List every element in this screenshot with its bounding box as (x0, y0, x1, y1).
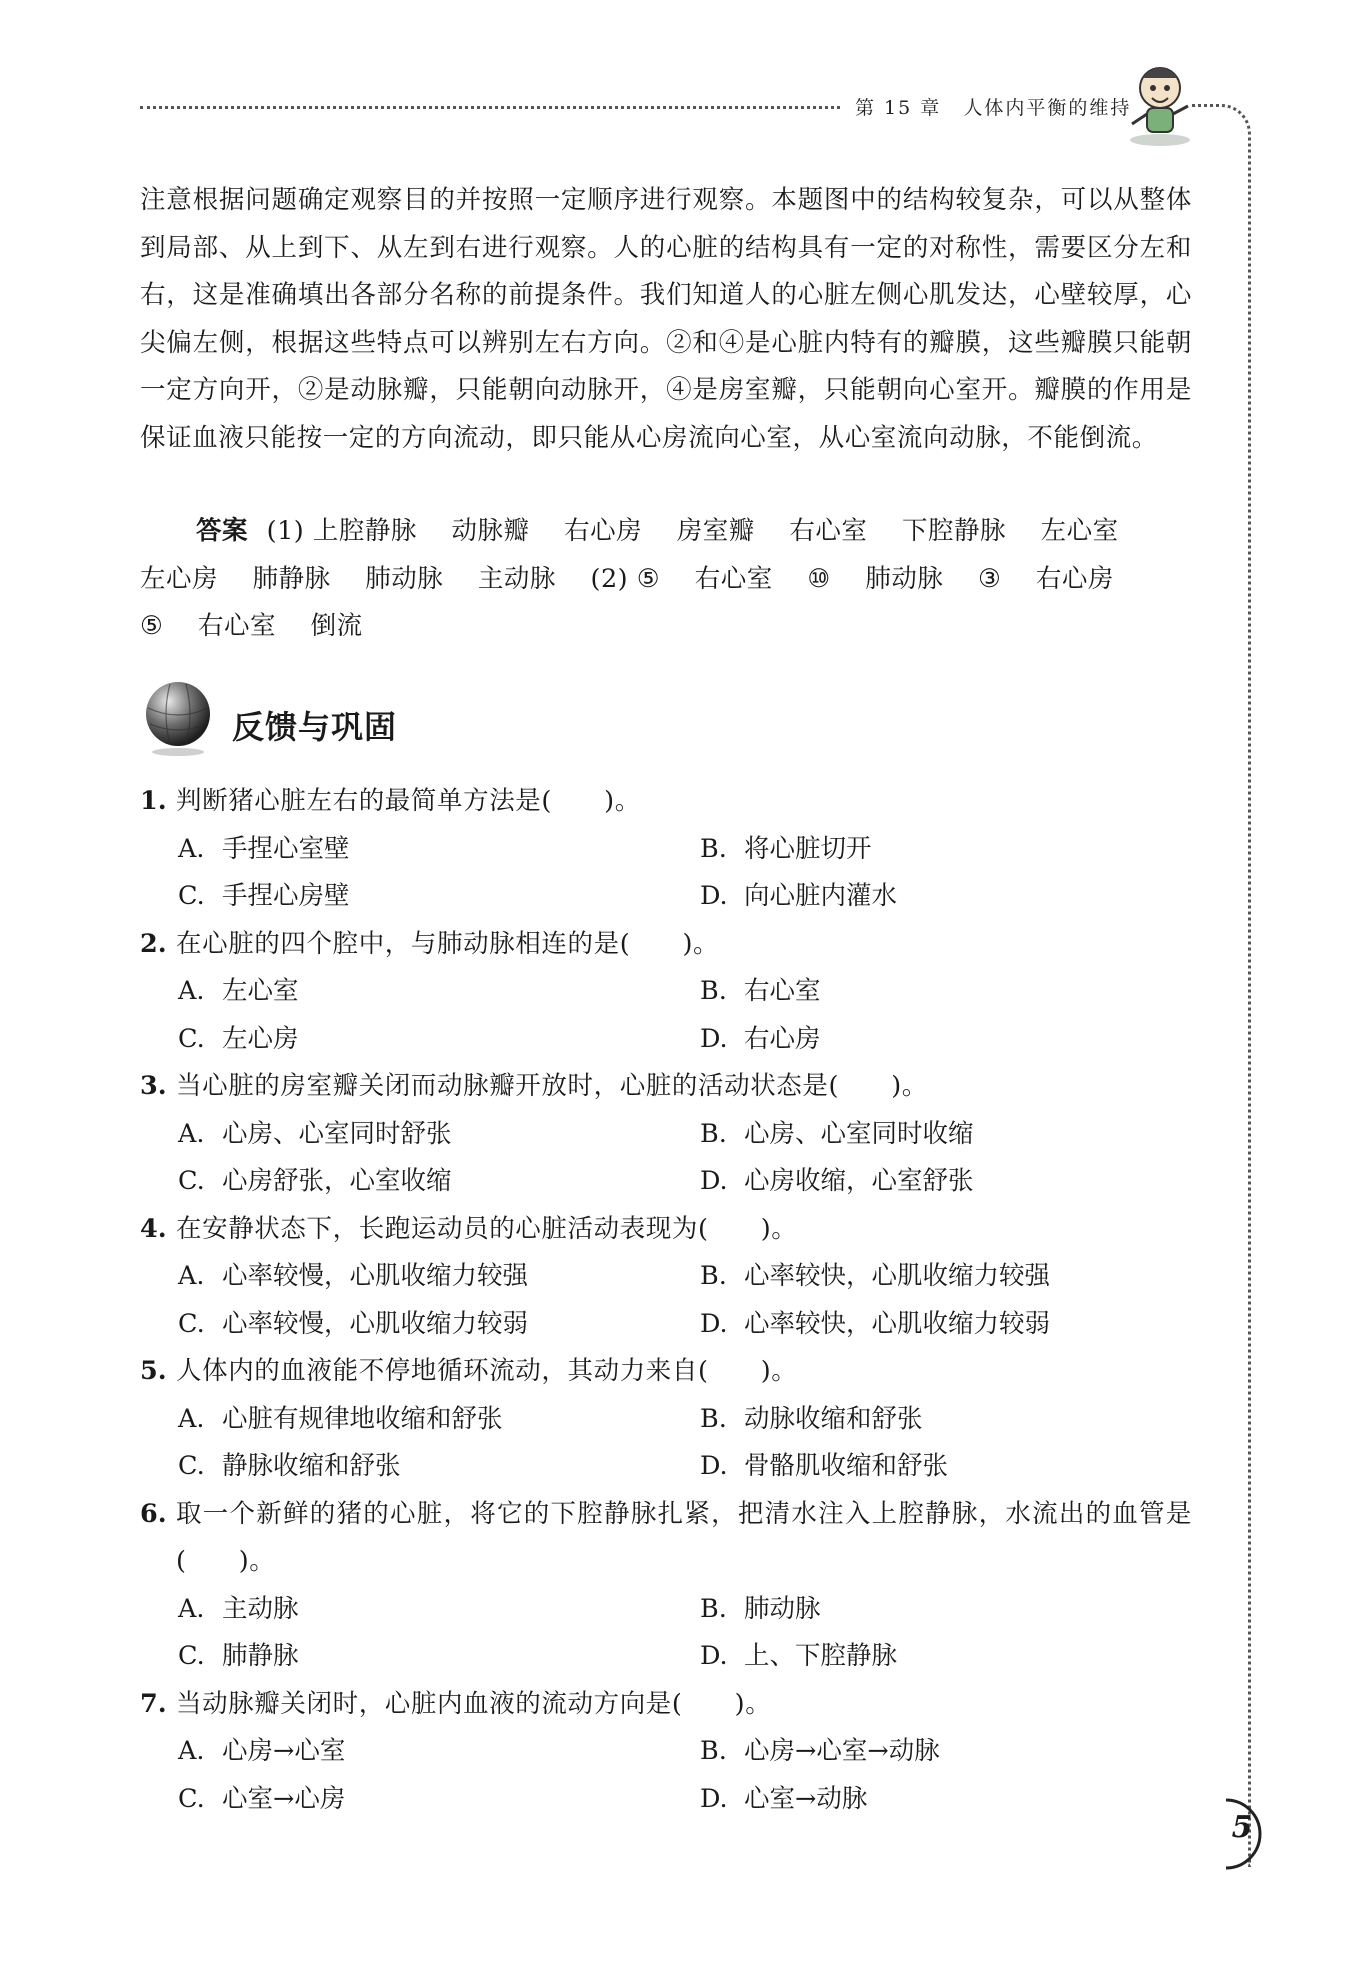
question-number: 7. (140, 1688, 167, 1719)
option-c: C. 手捏心房壁 (178, 881, 350, 911)
option-c: C. 心率较慢，心肌收缩力较弱 (178, 1308, 529, 1339)
option-d: D. 心率较快，心肌收缩力较弱 (700, 1308, 1051, 1339)
option-b: B. 右心室 (700, 976, 821, 1006)
question-number: 6. (140, 1498, 167, 1529)
answer-item: (1) 上腔静脉 (266, 516, 417, 546)
answer-item: 主动脉 (477, 563, 556, 594)
option-b: B. 心房→心室→动脉 (700, 1736, 940, 1766)
option-d: D. 上、下腔静脉 (700, 1641, 898, 1671)
option-a: A. 左心室 (178, 976, 299, 1006)
answer-item: 右心室 (789, 516, 868, 546)
option-b: B. 心房、心室同时收缩 (700, 1118, 974, 1149)
question-number: 1. (140, 786, 167, 816)
answer-item: 动脉瓣 (451, 516, 530, 546)
chapter-number: 第 15 章 (855, 97, 942, 119)
question-stem: 当心脏的房室瓣关闭而动脉瓣开放时，心脏的活动状态是( )。 (176, 1071, 928, 1101)
option-b: B. 将心脏切开 (700, 833, 872, 864)
question-item (140, 1348, 1192, 1491)
question-number: 2. (140, 928, 167, 959)
answer-item: 倒流 (310, 611, 363, 641)
option-c: C. 静脉收缩和舒张 (178, 1451, 401, 1481)
answer-item: 肺动脉 (365, 563, 444, 594)
question-number: 4. (140, 1213, 167, 1244)
answer-item: 右心房 (564, 516, 643, 546)
running-header (855, 93, 1145, 120)
answer-item: 肺动脉 (865, 563, 944, 594)
option-d: D. 心室→动脉 (700, 1783, 868, 1814)
page-number: 5 (1231, 1810, 1253, 1845)
question-item (140, 1063, 1192, 1206)
answer-item: 肺静脉 (252, 563, 331, 594)
answer-item: 右心房 (1035, 563, 1114, 594)
explanation-paragraph: 注意根据问题确定观察目的并按照一定顺序进行观察。本题图中的结构较复杂，可以从整体到局部、从上到下、从左到右进行观察。人的心脏的结构具有一定的对称性，需要区分左和右，这是准确填出各部分名称的前提条件。我们知道人的心脏左侧心肌发达，心壁较厚，心尖偏左侧，根据这些特点可以辨别左右方向。②和④是心脏内特有的瓣膜，这些瓣膜只能朝一定方向开，②是动脉瓣，只能朝向动脉开，④是房室瓣，只能朝向心室开。瓣膜的作用是保证血液只能按一定的方向流动，即只能从心房流向心室，从心室流向动脉，不能倒流。 (140, 185, 1192, 453)
question-item (140, 1206, 1192, 1349)
answer-item: ③ (977, 563, 1002, 594)
answer-item: 右心室 (197, 611, 276, 641)
answer-item: 左心室 (1040, 516, 1119, 546)
option-c: C. 左心房 (178, 1023, 299, 1054)
option-a: A. 主动脉 (178, 1593, 299, 1624)
answer-item: 左心房 (140, 563, 219, 594)
option-b: B. 肺动脉 (700, 1593, 821, 1624)
question-stem: 在安静状态下，长跑运动员的心脏活动表现为( )。 (176, 1213, 798, 1244)
option-b: B. 动脉收缩和舒张 (700, 1403, 923, 1434)
option-d: D. 右心房 (700, 1023, 821, 1054)
option-a: A. 心率较慢，心肌收缩力较强 (178, 1261, 529, 1291)
option-c: C. 心房舒张，心室收缩 (178, 1166, 452, 1196)
answer-item: ⑩ (807, 563, 831, 594)
option-b: B. 心率较快，心肌收缩力较强 (700, 1261, 1051, 1291)
question-stem: 当动脉瓣关闭时，心脏内血液的流动方向是( )。 (176, 1688, 772, 1719)
option-c: C. 肺静脉 (178, 1641, 299, 1671)
page-dotted-border (1192, 104, 1251, 1867)
option-a: A. 心房→心室 (178, 1736, 346, 1766)
question-stem: 人体内的血液能不停地循环流动，其动力来自( )。 (176, 1356, 798, 1386)
answer-item: 下腔静脉 (901, 516, 1006, 546)
option-a: A. 手捏心室壁 (178, 833, 350, 864)
answer-item: (2) ⑤ (590, 563, 661, 594)
chapter-title: 人体内平衡的维持 (963, 97, 1132, 119)
option-c: C. 心室→心房 (178, 1783, 346, 1814)
answer-item: 房室瓣 (676, 516, 755, 546)
answer-item: 右心室 (694, 563, 773, 594)
question-stem: 判断猪心脏左右的最简单方法是( )。 (176, 786, 641, 816)
option-a: A. 心脏有规律地收缩和舒张 (178, 1403, 503, 1434)
option-d: D. 心房收缩，心室舒张 (700, 1166, 974, 1196)
section-title: 反馈与巩固 (232, 708, 398, 746)
question-number: 3. (140, 1071, 167, 1101)
question-number: 5. (140, 1356, 167, 1386)
option-a: A. 心房、心室同时舒张 (178, 1118, 452, 1149)
question-item (140, 778, 1192, 921)
header-dotted-rule (140, 106, 840, 109)
question-item (140, 1491, 1192, 1681)
option-d: D. 向心脏内灌水 (700, 881, 898, 911)
option-d: D. 骨骼肌收缩和舒张 (700, 1451, 949, 1481)
question-item (140, 921, 1192, 1064)
cartoon-mascot-icon (1120, 58, 1200, 148)
answer-label: 答案 (196, 516, 249, 546)
question-list (140, 778, 1192, 1823)
question-item (140, 1681, 1192, 1824)
answer-block (140, 508, 1192, 651)
question-stem: 在心脏的四个腔中，与肺动脉相连的是( )。 (176, 928, 720, 959)
globe-icon (140, 678, 216, 758)
question-stem: 取一个新鲜的猪的心脏，将它的下腔静脉扎紧，把清水注入上腔静脉，水流出的血管是( )。 (176, 1498, 1192, 1576)
answer-item: ⑤ (140, 611, 164, 641)
